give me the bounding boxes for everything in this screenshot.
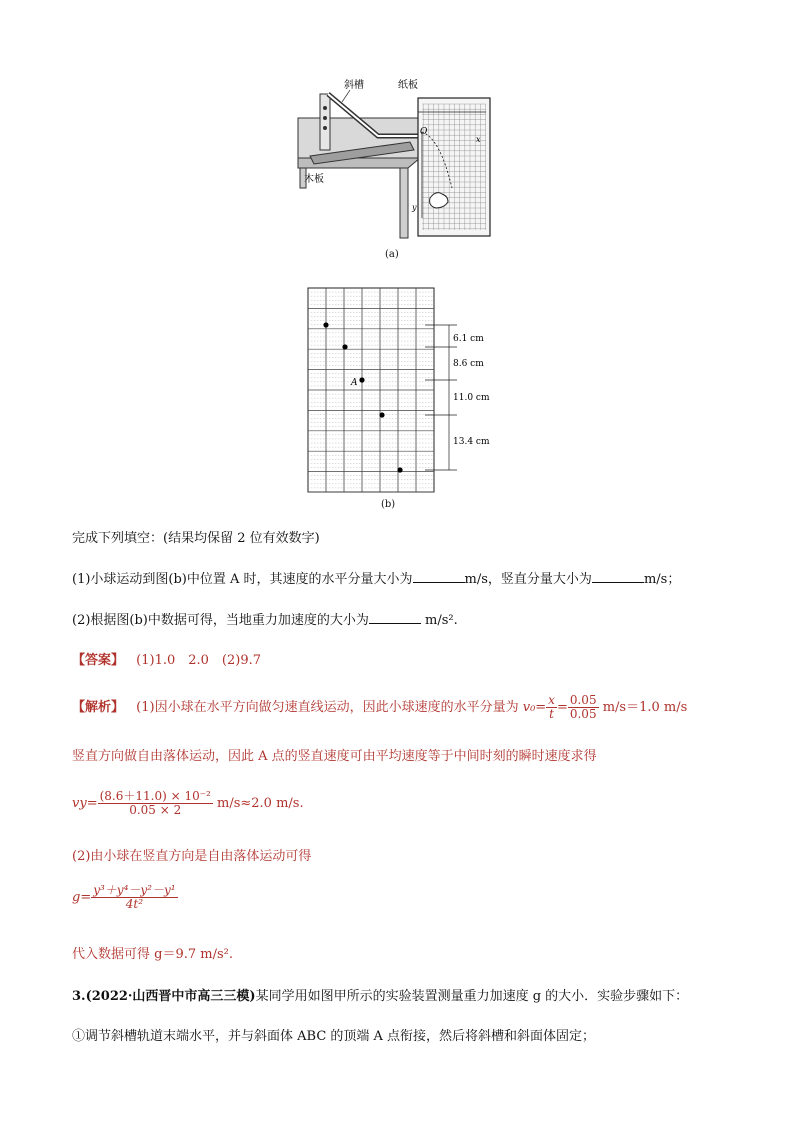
analysis-line-4: (2)由小球在竖直方向是自由落体运动可得 <box>72 849 312 864</box>
figure-b-grid <box>305 286 495 496</box>
v0-lhs: v₀= <box>522 700 547 715</box>
trajectory-point-a <box>359 377 364 382</box>
trajectory-point <box>323 322 328 327</box>
g-denominator: 4t² <box>125 897 144 911</box>
dim-label-3: 11.0 cm <box>453 393 490 403</box>
analysis-line-2: 竖直方向做自由落体运动，因此 A 点的竖直速度可由平均速度等于中间时刻的瞬时速度求得 <box>72 749 597 764</box>
question-1 <box>72 570 680 589</box>
label-paper: 纸板 <box>398 80 418 91</box>
intro-line: 完成下列填空：(结果均保留 2 位有效数字) <box>72 531 320 546</box>
trajectory-point <box>397 467 402 472</box>
analysis-line-1 <box>72 694 687 721</box>
q3-source: 3.(2022·山西晋中市高三三模) <box>72 989 256 1004</box>
analysis-tag: 【解析】 <box>72 700 125 715</box>
label-x: x <box>476 135 481 144</box>
g-numerator: y³＋y⁴－y²－y¹ <box>93 883 176 897</box>
vy-denominator: 0.05 × 2 <box>129 803 182 817</box>
g-lhs: g= <box>72 890 92 905</box>
fraction-x-t <box>546 694 557 721</box>
frac1-numerator: x <box>548 693 555 707</box>
analysis-line-6: 代入数据可得 g＝9.7 m/s². <box>72 947 233 962</box>
analysis-vy-formula <box>72 790 304 817</box>
label-chute: 斜槽 <box>344 80 364 91</box>
frac1-denominator: t <box>549 707 554 721</box>
point-a-label: A <box>351 378 358 388</box>
q1-text: (1)小球运动到图(b)中位置 A 时，其速度的水平分量大小为 <box>72 572 413 587</box>
blank-2[interactable] <box>592 570 644 583</box>
vy-numerator: (8.6＋11.0) × 10⁻² <box>99 789 211 803</box>
q1-unit1: m/s，竖直分量大小为 <box>464 572 592 587</box>
label-origin: O <box>420 127 428 137</box>
q3-text: 某同学用如图甲所示的实验装置测量重力加速度 g 的大小．实验步骤如下： <box>255 989 689 1004</box>
answer-text: (1)1.0 2.0 (2)9.7 <box>136 653 262 668</box>
paper-board <box>418 98 490 236</box>
q2-unit: m/s². <box>425 613 458 628</box>
answer-line <box>72 652 261 670</box>
question-2 <box>72 611 458 630</box>
vy-lhs: vy= <box>72 796 98 811</box>
figure-b-caption: (b) <box>381 499 396 510</box>
dim-label-4: 13.4 cm <box>453 437 490 447</box>
q2-text: (2)根据图(b)中数据可得，当地重力加速度的大小为 <box>72 613 369 628</box>
blank-1[interactable] <box>413 570 465 583</box>
vy-tail: m/s≈2.0 m/s. <box>217 796 304 811</box>
frac2-numerator: 0.05 <box>569 693 597 707</box>
fraction-g <box>91 884 177 911</box>
dim-label-2: 8.6 cm <box>453 359 484 369</box>
answer-tag: 【答案】 <box>72 653 125 668</box>
analysis-text-1: (1)因小球在水平方向做匀速直线运动，因此小球速度的水平分量为 <box>136 700 519 715</box>
figure-a-apparatus <box>290 78 500 263</box>
equals: = <box>556 700 568 715</box>
label-board: 木板 <box>304 174 324 185</box>
label-y: y <box>412 203 417 212</box>
dim-label-1: 6.1 cm <box>453 334 484 344</box>
fraction-values <box>568 694 599 721</box>
q1-unit2: m/s； <box>643 572 681 587</box>
blank-3[interactable] <box>369 611 421 624</box>
question-3 <box>72 988 688 1006</box>
trajectory-point <box>342 344 347 349</box>
figure-a-caption: (a) <box>385 249 399 260</box>
analysis-text-1-tail: m/s＝1.0 m/s <box>602 700 688 715</box>
frac2-denominator: 0.05 <box>569 707 597 721</box>
analysis-g-formula <box>72 884 178 911</box>
fraction-vy <box>98 790 213 817</box>
trajectory-point <box>379 412 384 417</box>
q3-step-1: ①调节斜槽轨道末端水平，并与斜面体 ABC 的顶端 A 点衔接，然后将斜槽和斜面体固定； <box>72 1029 596 1044</box>
